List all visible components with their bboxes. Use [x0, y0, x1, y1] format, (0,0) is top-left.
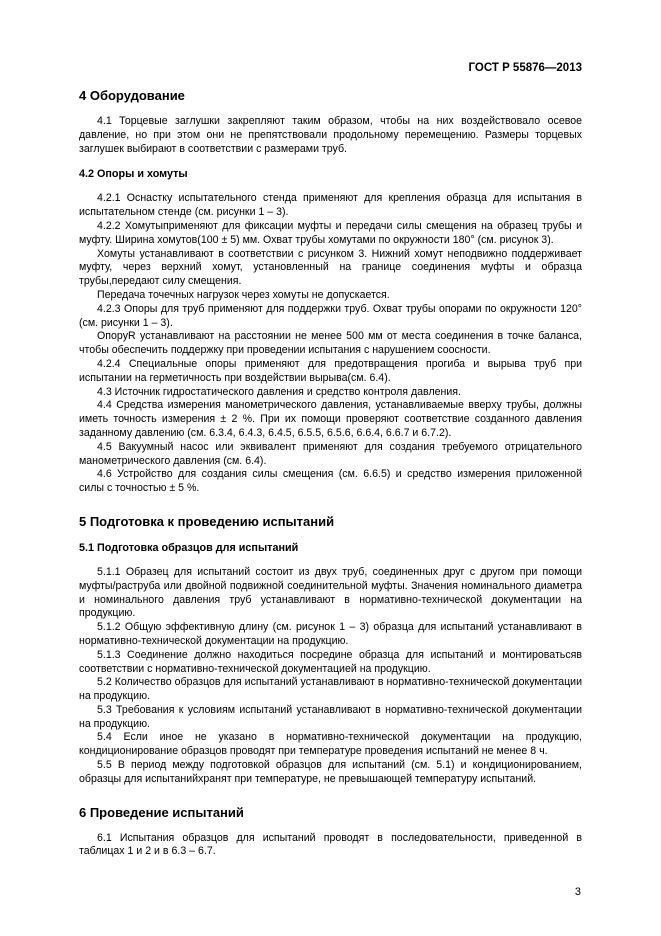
page-content: [79, 88, 582, 859]
paragraph-5-1-2: 5.1.2 Общую эффективную длину (см. рисунок 1 – 3) образца для испытаний устанавливают в нормативно-технической документации на продукцию.: [79, 621, 582, 647]
paragraph-4-2-3: 4.2.3 Опоры для труб применяют для поддержки труб. Охват трубы опорами по окружности 120° (см. рисунки 1 – 3).: [79, 302, 582, 329]
paragraph-5-1-3: 5.1.3 Соединение должно находиться посредине образца для испытаний и монтироватьсяв соответствии с нормативно-технической документацией на продукцию.: [79, 648, 582, 675]
paragraph-4-2-4: 4.2.4 Специальные опоры применяют для предотвращения прогиба и вырыва труб при испытании на герметичность при воздействии вырыва(см. 6.4).: [79, 357, 582, 384]
paragraph-5-4: 5.4 Если иное не указано в нормативно-технической документации на продукцию, кондиционирование образцов проводят при температуре проведения испытаний не менее 8 ч.: [79, 731, 582, 758]
paragraph-4-2-2: 4.2.2 Хомутыприменяют для фиксации муфты и передачи силы смещения на образец трубы и муфту. Ширина хомутов(100 ± 5) мм. Охват трубы хомутами по окружности 180° (см. рисунок 3).: [79, 219, 582, 246]
paragraph-5-1-1: 5.1.1 Образец для испытаний состоит из двух труб, соединенных друг с другом при помощи муфты/раструба или двойной подвижной соединительной муфты. Значения номинального диаметра и номинального давления труб устанавливают в нормативно-технической документации на продукцию.: [79, 565, 582, 620]
paragraph-4-2-3-supports: ОпорyR устанавливают на расстоянии не менее 500 мм от места соединения в точке баланса, чтобы обеспечить поддержку при проведении испытания с нарушением соосности.: [79, 330, 582, 357]
paragraph-4-2-1: 4.2.1 Оснастку испытательного стенда применяют для крепления образца для испытания в испытательном стенде (см. рисунки 1 – 3).: [79, 192, 582, 219]
paragraph-4-4: 4.4 Средства измерения манометрического давления, устанавливаемые вверху трубы, должны иметь точность измерения ± 2 %. При их помощи проверяют соответствие созданного давления заданному давлению (см. 6.3.4, 6.4.3, 6.4.5, 6.5.5, 6.5.6, 6.6.4, 6.6.7 и 6.7.2).: [79, 399, 582, 439]
paragraph-4-6: 4.6 Устройство для создания силы смещения (см. 6.6.5) и средство измерения приложенной силы с точностью ± 5 %.: [79, 468, 582, 495]
paragraph-5-5: 5.5 В период между подготовкой образцов для испытаний (см. 5.1) и кондиционированием, образцы для испытанийхранят при температуре, не превышающей температуру испытаний.: [79, 759, 582, 785]
paragraph-4-5: 4.5 Вакуумный насос или эквивалент применяют для создания требуемого отрицательного манометрического давления (см. 6.4).: [79, 440, 582, 467]
paragraph-4-1: 4.1 Торцевые заглушки закрепляют таким образом, чтобы на них воздействовало осевое давление, но при этом они не препятствовали продольному перемещению. Размеры торцевых заглушек выбирают в соответствии с размерами труб.: [79, 115, 582, 155]
document-code: ГОСТ Р 55876—2013: [468, 62, 582, 74]
paragraph-4-2-2-clamps: Хомуты устанавливают в соответствии с рисунком 3. Нижний хомут неподвижно поддерживает муфту, через верхний хомут, установленный на границе соединения муфты и образца трубы,передают силу смещения.: [79, 247, 582, 288]
section-4-title: 4 Оборудование: [79, 88, 185, 103]
subsection-5-1-title: 5.1 Подготовка образцов для испытаний: [79, 541, 299, 554]
paragraph-6-1: 6.1 Испытания образцов для испытаний проводят в последовательности, приведенной в таблицах 1 и 2 и в 6.3 – 6.7.: [79, 831, 582, 858]
paragraph-5-2: 5.2 Количество образцов для испытаний устанавливают в нормативно-технической документации на продукцию.: [79, 676, 582, 703]
paragraph-4-2-2-point-loads: Передача точечных нагрузок через хомуты не допускается.: [97, 288, 390, 301]
section-6-title: 6 Проведение испытаний: [79, 804, 244, 820]
paragraph-4-3: 4.3 Источник гидростатического давления и средство контроля давления.: [97, 385, 461, 398]
subsection-4-2-title: 4.2 Опоры и хомуты: [79, 168, 188, 181]
page-number: 3: [574, 886, 581, 898]
paragraph-5-3: 5.3 Требования к условиям испытаний устанавливают в нормативно-технической документации на продукцию.: [79, 703, 582, 730]
section-5-title: 5 Подготовка к проведению испытаний: [79, 513, 335, 529]
